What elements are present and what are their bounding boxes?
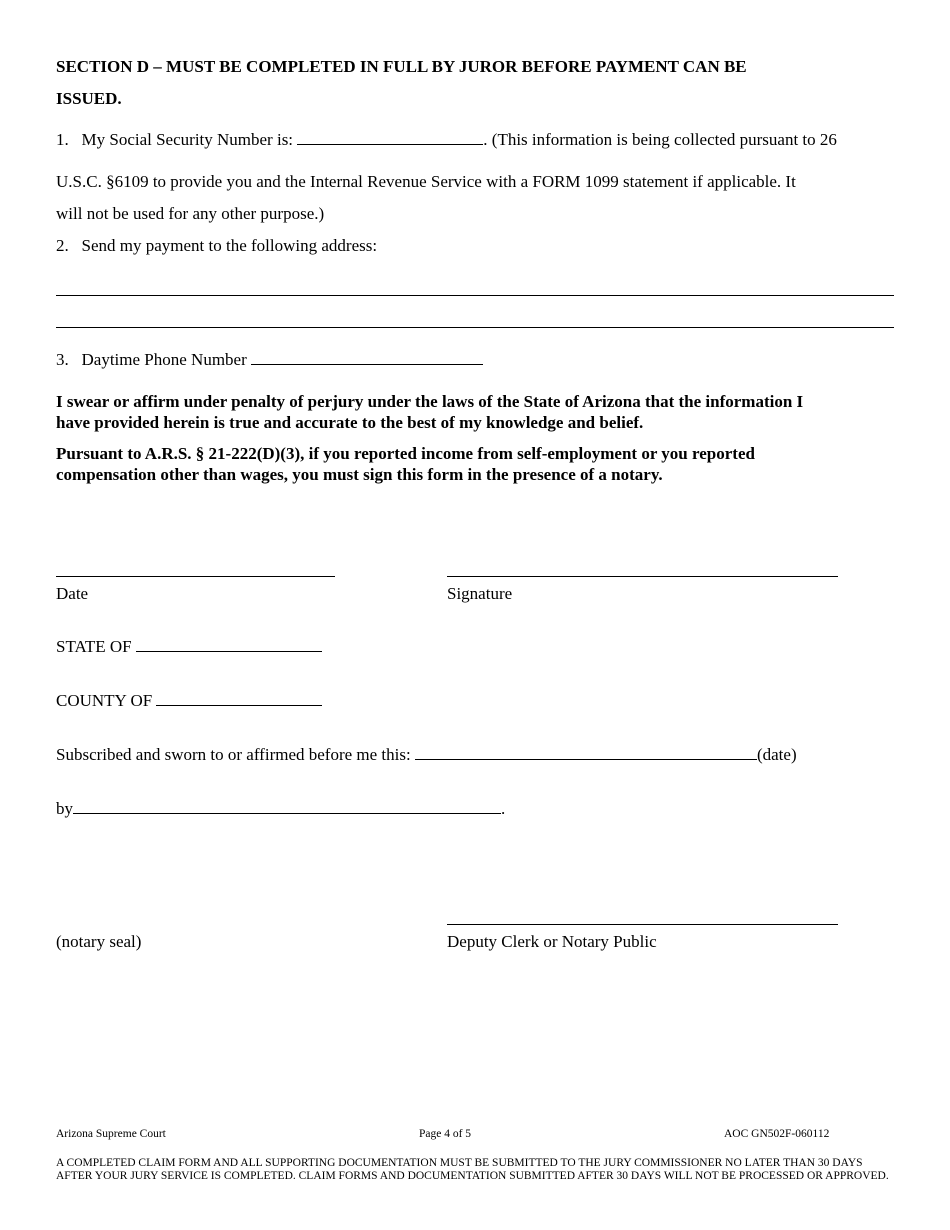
item1-line2: U.S.C. §6109 to provide you and the Internal Revenue Service with a FORM 1099 statement if applicable. It: [56, 172, 796, 191]
footer-page: Page 4 of 5: [419, 1128, 472, 1140]
item3-label: Daytime Phone Number: [81, 350, 247, 369]
county-row: [56, 691, 322, 711]
item1-label: My Social Security Number is:: [81, 130, 294, 149]
subscribed-label: Subscribed and sworn to or affirmed before me this:: [56, 745, 411, 764]
state-row: [56, 637, 322, 657]
section-heading-line2: ISSUED.: [56, 89, 122, 108]
signature-label: Signature: [447, 584, 513, 603]
item1-number: 1.: [56, 130, 69, 149]
item3-line: [56, 350, 483, 370]
item2-label: Send my payment to the following address:: [81, 236, 378, 255]
footer-notice: A COMPLETED CLAIM FORM AND ALL SUPPORTING DOCUMENTATION MUST BE SUBMITTED TO THE JURY COMMISSIONER NO LATER THAN 30 DAYS AFTER YOUR JURY SERVICE IS COMPLETED. CLAIM FORMS AND DOCUMENTATION SUBMITTED AFTER 30 DAYS WILL NOT BE PROCESSED OR APPROVED.: [56, 1157, 889, 1182]
item2-number: 2.: [56, 236, 69, 255]
oath-line2: have provided herein is true and accurate to the best of my knowledge and belief.: [56, 413, 644, 432]
by-suffix: .: [501, 799, 506, 818]
subscribed-date-field[interactable]: [415, 745, 757, 760]
footer-form-code: AOC GN502F-060112: [724, 1128, 830, 1140]
oath-line1: I swear or affirm under penalty of perjury under the laws of the State of Arizona that the information I: [56, 392, 804, 411]
address-line-2[interactable]: [56, 327, 894, 328]
date-suffix: (date): [756, 745, 797, 764]
county-label: COUNTY OF: [56, 691, 153, 710]
clerk-label: Deputy Clerk or Notary Public: [447, 932, 657, 951]
state-field[interactable]: [136, 637, 322, 652]
notary-seal-label: (notary seal): [56, 932, 142, 951]
notary-requirement-line1: Pursuant to A.R.S. § 21-222(D)(3), if you reported income from self-employment or you reported: [56, 444, 755, 463]
footer-court: Arizona Supreme Court: [56, 1128, 166, 1140]
item1-line1: [56, 130, 837, 150]
ssn-field[interactable]: [297, 130, 483, 145]
by-label: by: [56, 799, 73, 818]
date-line[interactable]: [56, 576, 335, 577]
item3-number: 3.: [56, 350, 69, 369]
county-field[interactable]: [156, 691, 322, 706]
state-label: STATE OF: [56, 637, 132, 656]
subscribed-row: [56, 745, 797, 765]
phone-field[interactable]: [251, 350, 483, 365]
item1-line3: will not be used for any other purpose.): [56, 204, 325, 223]
signature-line[interactable]: [447, 576, 838, 577]
date-label: Date: [56, 584, 89, 603]
by-row: [56, 799, 505, 819]
by-field[interactable]: [73, 799, 501, 814]
notary-requirement-line2: compensation other than wages, you must sign this form in the presence of a notary.: [56, 465, 663, 484]
item2-line: [56, 236, 377, 256]
section-heading-line1: SECTION D – MUST BE COMPLETED IN FULL BY JUROR BEFORE PAYMENT CAN BE: [56, 57, 747, 76]
clerk-signature-line[interactable]: [447, 924, 838, 925]
item1-after-blank: . (This information is being collected pursuant to 26: [483, 130, 837, 149]
address-line-1[interactable]: [56, 295, 894, 296]
